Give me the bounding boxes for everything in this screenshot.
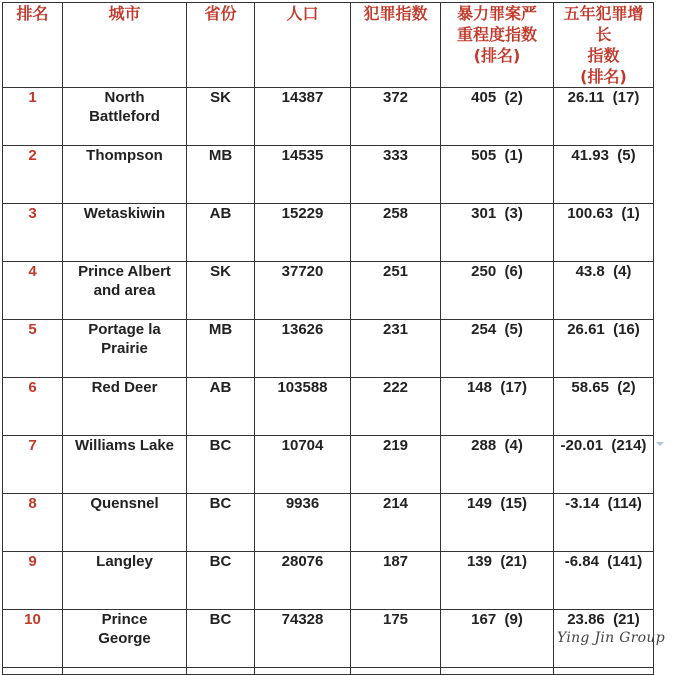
table-cell-crime-index: 372 — [351, 88, 441, 146]
table-cell-rank: 9 — [3, 552, 63, 610]
table-cell-violent-severity: 139 (21) — [441, 552, 554, 610]
header-five-year-growth: 五年犯罪增长 指数 (排名) — [554, 3, 654, 88]
table-cell-province: BC — [187, 552, 255, 610]
table-cell-province: BC — [187, 436, 255, 494]
table-cell-rank: 6 — [3, 378, 63, 436]
table-row — [3, 610, 654, 668]
table-cell-rank: 5 — [3, 320, 63, 378]
table-row — [3, 320, 654, 378]
table-cell-growth-index: 58.65 (2) — [554, 378, 654, 436]
table-cell-rank: 2 — [3, 146, 63, 204]
table-row — [3, 436, 654, 494]
header-rank: 排名 — [3, 3, 63, 88]
table-cell-growth-index: 100.63 (1) — [554, 204, 654, 262]
table-cell-rank: 3 — [3, 204, 63, 262]
table-row — [3, 378, 654, 436]
header-city: 城市 — [63, 3, 187, 88]
table-cell-violent-severity: 288 (4) — [441, 436, 554, 494]
table-cell-province: MB — [187, 146, 255, 204]
table-cell-rank: 10 — [3, 610, 63, 668]
table-cell-partial — [63, 668, 187, 675]
table-cell-rank: 8 — [3, 494, 63, 552]
table-cell-partial — [554, 668, 654, 675]
table-cell-crime-index: 333 — [351, 146, 441, 204]
table-cell-city: Red Deer — [63, 378, 187, 436]
table-cell-city: Thompson — [63, 146, 187, 204]
table-cell-growth-index: -6.84 (141) — [554, 552, 654, 610]
table-cell-rank: 7 — [3, 436, 63, 494]
table-cell-violent-severity: 148 (17) — [441, 378, 554, 436]
table-cell-crime-index: 214 — [351, 494, 441, 552]
table-cell-province: BC — [187, 610, 255, 668]
table-cell-violent-severity: 254 (5) — [441, 320, 554, 378]
table-cell-growth-index: -20.01 (214) — [554, 436, 654, 494]
table-cell-growth-index: 26.11 (17) — [554, 88, 654, 146]
table-cell-crime-index: 219 — [351, 436, 441, 494]
table-cell-partial — [351, 668, 441, 675]
table-row — [3, 262, 654, 320]
table-row — [3, 552, 654, 610]
table-cell-crime-index: 258 — [351, 204, 441, 262]
table-cell-violent-severity: 301 (3) — [441, 204, 554, 262]
table-cell-province: BC — [187, 494, 255, 552]
table-cell-violent-severity: 250 (6) — [441, 262, 554, 320]
table-cell-province: AB — [187, 378, 255, 436]
table-row — [3, 494, 654, 552]
table-cell-crime-index: 231 — [351, 320, 441, 378]
table-cell-partial — [441, 668, 554, 675]
table-cell-growth-index: 41.93 (5) — [554, 146, 654, 204]
table-cell-rank: 4 — [3, 262, 63, 320]
table-cell-population: 14535 — [255, 146, 351, 204]
crime-ranking-table — [2, 2, 654, 675]
table-cell-province: MB — [187, 320, 255, 378]
table-cell-growth-index: 23.86 (21) — [554, 610, 654, 668]
table-cell-partial — [187, 668, 255, 675]
table-cell-population: 37720 — [255, 262, 351, 320]
header-crime-index: 犯罪指数 — [351, 3, 441, 88]
table-body — [3, 88, 654, 675]
table-cell-violent-severity: 167 (9) — [441, 610, 554, 668]
table-cell-population: 74328 — [255, 610, 351, 668]
table-cell-growth-index: 43.8 (4) — [554, 262, 654, 320]
table-cell-province: AB — [187, 204, 255, 262]
table-cell-growth-index: 26.61 (16) — [554, 320, 654, 378]
watermark-signature: Ying Jin Group — [557, 630, 665, 646]
table-cell-province: SK — [187, 262, 255, 320]
header-province: 省份 — [187, 3, 255, 88]
table-row — [3, 204, 654, 262]
table-cell-population: 28076 — [255, 552, 351, 610]
table-cell-violent-severity: 405 (2) — [441, 88, 554, 146]
table-cell-population: 10704 — [255, 436, 351, 494]
table-row — [3, 88, 654, 146]
table-cell-violent-severity: 149 (15) — [441, 494, 554, 552]
table-cell-city: Quensnel — [63, 494, 187, 552]
table-cell-city: North Battleford — [63, 88, 187, 146]
table-row-partial — [3, 668, 654, 675]
table-cell-population: 15229 — [255, 204, 351, 262]
header-population: 人口 — [255, 3, 351, 88]
table-cell-province: SK — [187, 88, 255, 146]
table-cell-crime-index: 187 — [351, 552, 441, 610]
header-violent-crime-severity: 暴力罪案严 重程度指数 (排名) — [441, 3, 554, 88]
table-cell-crime-index: 222 — [351, 378, 441, 436]
table-cell-growth-index: -3.14 (114) — [554, 494, 654, 552]
table-cell-city: Prince George — [63, 610, 187, 668]
table-cell-crime-index: 175 — [351, 610, 441, 668]
table-cell-rank: 1 — [3, 88, 63, 146]
table-row — [3, 146, 654, 204]
table-cell-partial — [3, 668, 63, 675]
scroll-marker-icon — [655, 441, 665, 447]
table-cell-population: 9936 — [255, 494, 351, 552]
table-cell-city: Prince Albert and area — [63, 262, 187, 320]
table-cell-population: 14387 — [255, 88, 351, 146]
table-cell-crime-index: 251 — [351, 262, 441, 320]
table-cell-city: Williams Lake — [63, 436, 187, 494]
table-cell-violent-severity: 505 (1) — [441, 146, 554, 204]
table-cell-city: Portage la Prairie — [63, 320, 187, 378]
table-cell-population: 103588 — [255, 378, 351, 436]
table-cell-city: Langley — [63, 552, 187, 610]
table-cell-population: 13626 — [255, 320, 351, 378]
table-cell-city: Wetaskiwin — [63, 204, 187, 262]
header-row — [3, 3, 654, 88]
table-cell-partial — [255, 668, 351, 675]
